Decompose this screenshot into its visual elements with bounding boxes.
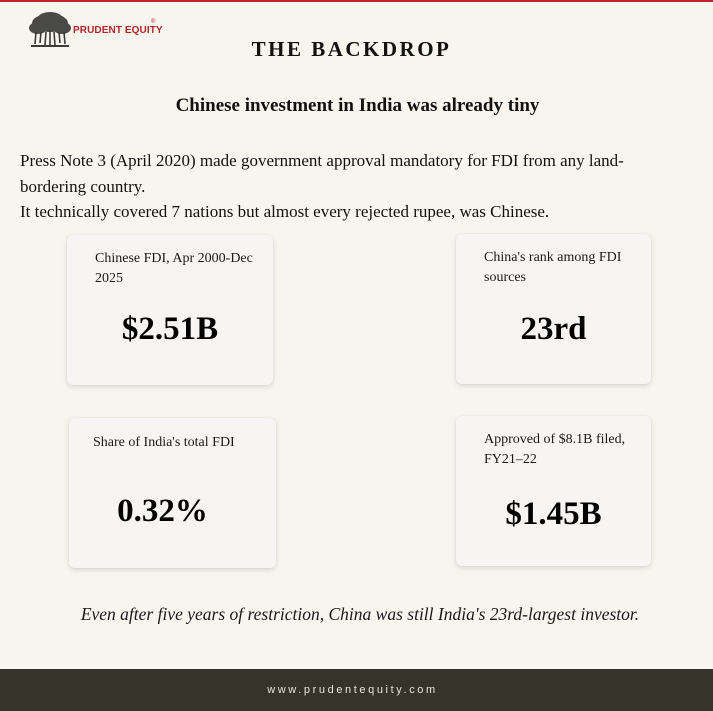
stat-card-chinese-fdi (67, 235, 273, 385)
website-url[interactable]: www.prudentequity.com (267, 684, 438, 696)
intro-line-1: Press Note 3 (April 2020) made government approval mandatory for FDI from any land-bordering country. (20, 151, 624, 196)
registered-mark: ® (151, 19, 156, 25)
stat-label: Share of India's total FDI (93, 435, 235, 450)
stat-value: $2.51B (121, 311, 219, 347)
stat-label: Chinese FDI, Apr 2000-Dec 2025 (95, 251, 253, 286)
stat-label: Approved of $8.1B filed, FY21–22 (484, 432, 626, 467)
stat-value: 23rd (520, 311, 587, 347)
intro-text (20, 148, 680, 225)
stat-label: China's rank among FDI sources (484, 250, 622, 285)
brand-name: PRUDENT EQUITY (73, 25, 163, 36)
intro-line-2: It technically covered 7 nations but almost every rejected rupee, was Chinese. (20, 202, 550, 221)
footnote: Even after five years of restriction, China was still India's 23rd-largest investor. (80, 604, 640, 624)
headline: Chinese investment in India was already tiny (175, 95, 540, 116)
stat-value: $1.45B (505, 496, 602, 532)
section-title: THE BACKDROP (251, 37, 452, 61)
stat-card-approved-amount (456, 416, 651, 566)
stat-value: 0.32% (117, 493, 208, 529)
stat-card-china-rank (456, 234, 651, 384)
top-accent-line (0, 0, 713, 2)
footer-bar (0, 669, 713, 711)
stat-card-fdi-share (69, 418, 276, 568)
